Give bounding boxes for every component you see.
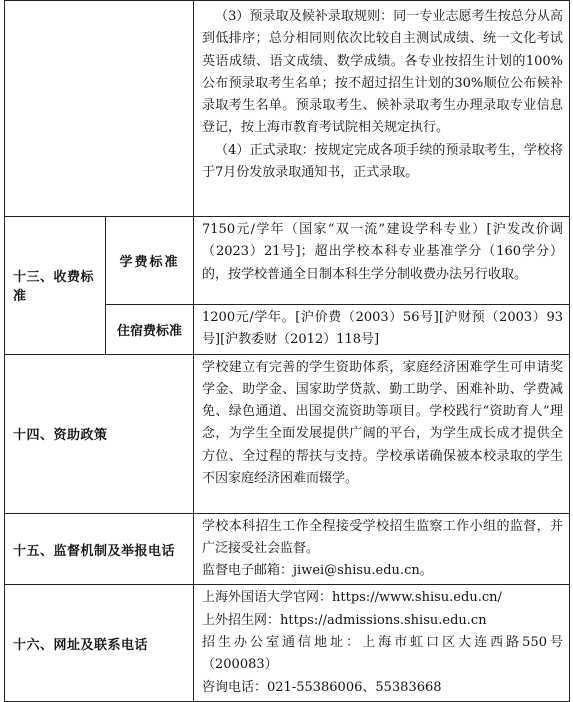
office-address: 招生办公室通信地址：上海市虹口区大连西路550号（200083） (202, 635, 563, 673)
pre-admission-rules-text: （3）预录取及候补录取规则：同一专业志愿考生按总分从高到低排序；总分相同则依次比较自主测试成绩、统一文化考试英语成绩、语文成绩、数学成绩。各专业按招生计划的100%公布预录取考生名单；按不超过招生计划的30%顺位公布候补录取考生名单。预录取考生、候补录取考生办理录取专业信息登记，按上海市教育考试院相关规定执行。 (202, 9, 563, 136)
consult-phone: 咨询电话：021-55386006、55383668 (202, 679, 442, 695)
contact-row (5, 585, 570, 701)
contact-content (194, 585, 570, 701)
dorm-fee-text: 1200元/学年。[沪价费（2003）56号][沪财预（2003）93号][沪教委财（2012）118号] (194, 305, 570, 355)
university-website: 上海外国语大学官网：https://www.shisu.edu.cn/ (202, 590, 502, 606)
supervision-content (194, 513, 570, 585)
formal-admission-text: （4）正式录取：按规定完成各项手续的预录取考生，学校将于7月份发放录取通知书，正式录取。 (202, 142, 563, 181)
fees-section-label: 十三、收费标准 (5, 217, 106, 355)
aid-policy-text: 学校建立有完善的学生资助体系，家庭经济困难学生可申请奖学金、助学金、国家助学贷款、勤工助学、困难补助、学费减免、绿色通道、出国交流资助等项目。学校践行“资助育人”理念，为学生全面发展提供广阔的平台，为学生成长成才提供全方位、全过程的帮扶与支持。学校承诺确保被本校录取的学生不因家庭经济困难而辍学。 (194, 354, 570, 513)
tuition-text: 7150元/学年（国家“双一流”建设学科专业）[沪发改价调（2023）21号]；超出学校本科专业基准学分（160学分）的，按学校普通全日制本科生学分制收费办法另行收取。 (194, 217, 570, 305)
supervision-section-label: 十五、监督机制及举报电话 (5, 513, 194, 585)
supervision-email: 监督电子邮箱：jiwei@shisu.edu.cn。 (202, 563, 433, 579)
dorm-fee-label: 住宿费标准 (106, 305, 194, 355)
supervision-row (5, 513, 570, 585)
admission-rules-content (194, 1, 570, 217)
aid-row (5, 354, 570, 513)
admission-rules-row (5, 1, 570, 217)
aid-section-label: 十四、资助政策 (5, 354, 194, 513)
tuition-row (5, 217, 570, 305)
tuition-label: 学费标准 (106, 217, 194, 305)
contact-section-label: 十六、网址及联系电话 (5, 585, 194, 701)
supervision-text: 学校本科招生工作全程接受学校招生监察工作小组的监督，并广泛接受社会监督。 (202, 518, 563, 556)
admissions-info-table (4, 0, 570, 702)
empty-label-cell (5, 1, 194, 217)
admissions-website: 上外招生网：https://admissions.shisu.edu.cn (202, 612, 487, 628)
